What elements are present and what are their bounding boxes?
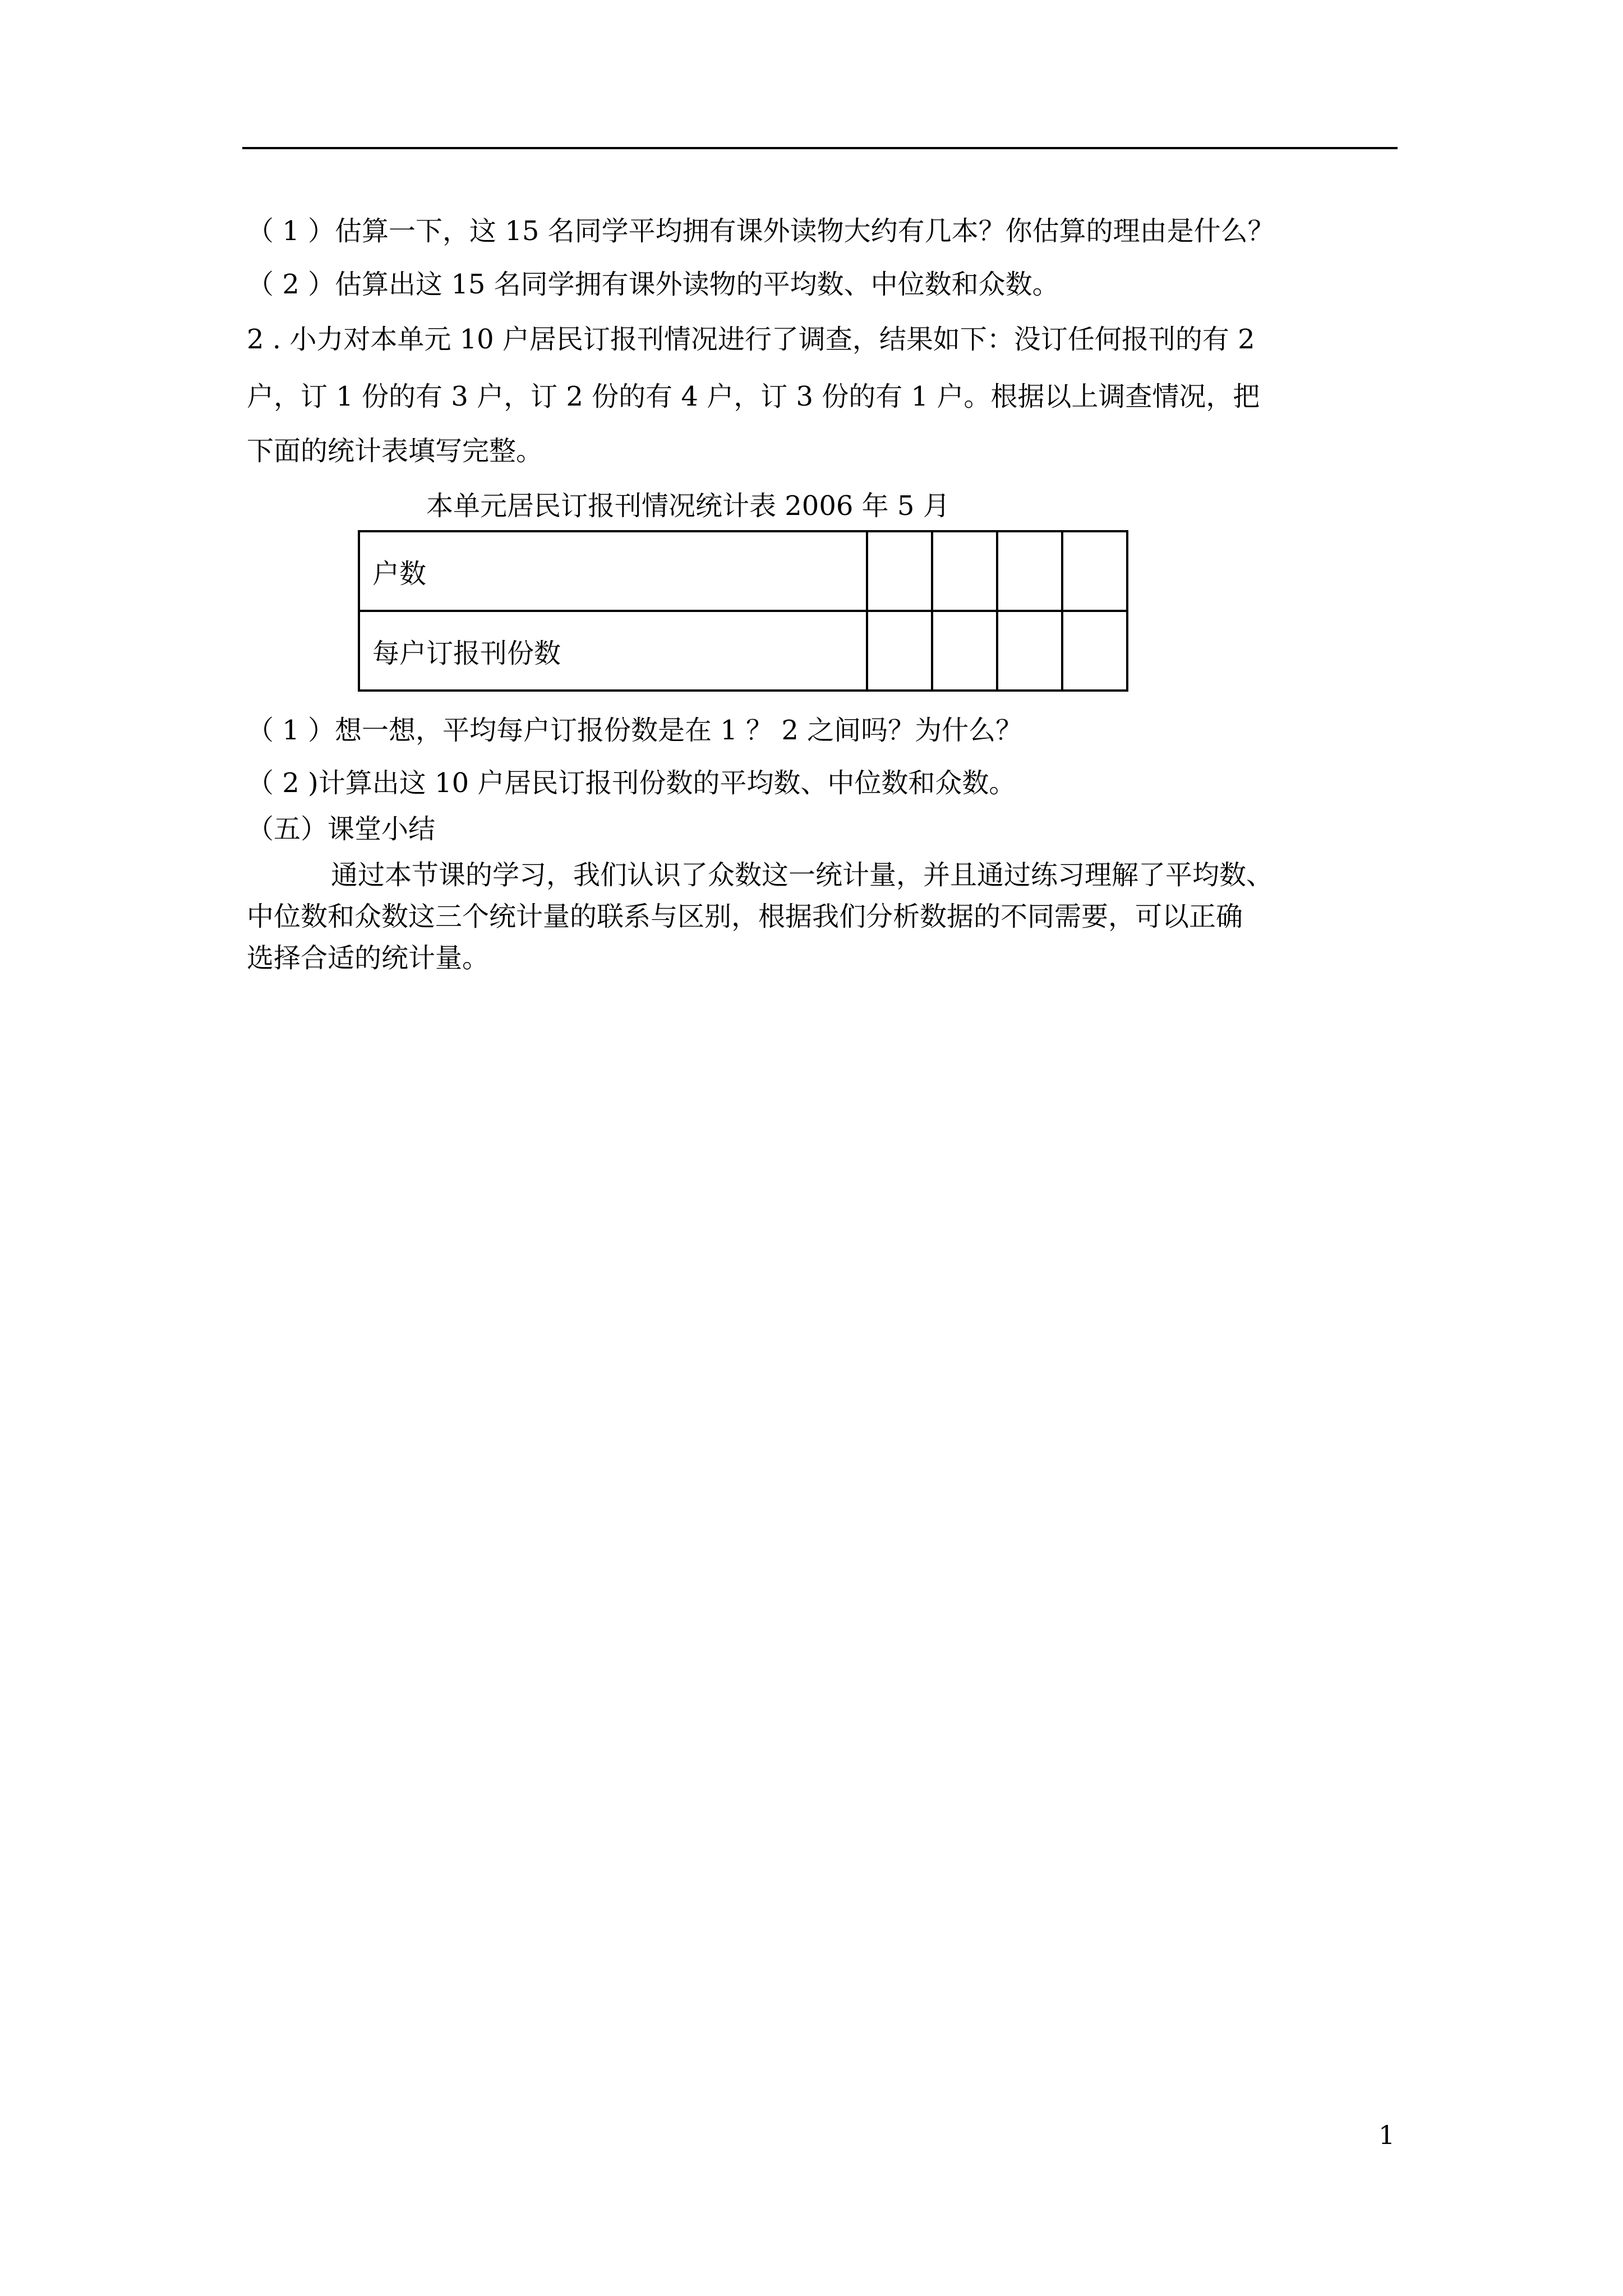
question-2-2: （ 2 )计算出这 10 户居民订报刊份数的平均数、中位数和众数。	[247, 767, 1016, 799]
table-cell	[932, 611, 997, 691]
table-cell	[867, 531, 932, 611]
row-label-households: 户数	[359, 531, 867, 611]
summary-line-2: 中位数和众数这三个统计量的联系与区别，根据我们分析数据的不同需要，可以正确	[247, 901, 1243, 932]
table-cell	[1062, 611, 1127, 691]
header-rule	[242, 147, 1398, 149]
table-cell	[932, 531, 997, 611]
summary-line-3: 选择合适的统计量。	[247, 942, 490, 974]
table-title: 本单元居民订报刊情况统计表 2006 年 5 月	[426, 490, 950, 522]
question-2-line-1: 2 . 小力对本单元 10 户居民订报刊情况进行了调查，结果如下：没订任何报刊的有 2	[247, 324, 1255, 355]
table-cell	[997, 531, 1062, 611]
question-2-1: （ 1 ）想一想，平均每户订报份数是在 1 ？ 2 之间吗？为什么？	[247, 715, 1023, 746]
table-row	[359, 611, 1127, 691]
question-2-line-3: 下面的统计表填写完整。	[247, 435, 543, 467]
question-1-1: （ 1 ）估算一下，这 15 名同学平均拥有课外读物大约有几本？你估算的理由是什么？	[247, 215, 1275, 247]
summary-line-1: 通过本节课的学习，我们认识了众数这一统计量，并且通过练习理解了平均数、	[331, 859, 1274, 891]
row-label-copies-per-household: 每户订报刊份数	[359, 611, 867, 691]
table-cell	[1062, 531, 1127, 611]
table-cell	[997, 611, 1062, 691]
table-row	[359, 531, 1127, 611]
question-1-2: （ 2 ）估算出这 15 名同学拥有课外读物的平均数、中位数和众数。	[247, 269, 1059, 300]
table-cell	[867, 611, 932, 691]
page-number: 1	[1378, 2120, 1395, 2150]
question-2-line-2: 户，订 1 份的有 3 户，订 2 份的有 4 户，订 3 份的有 1 户。根据以上调查情况，把	[247, 381, 1260, 412]
stats-table	[358, 530, 1128, 692]
section-heading: （五）课堂小结	[247, 813, 436, 845]
